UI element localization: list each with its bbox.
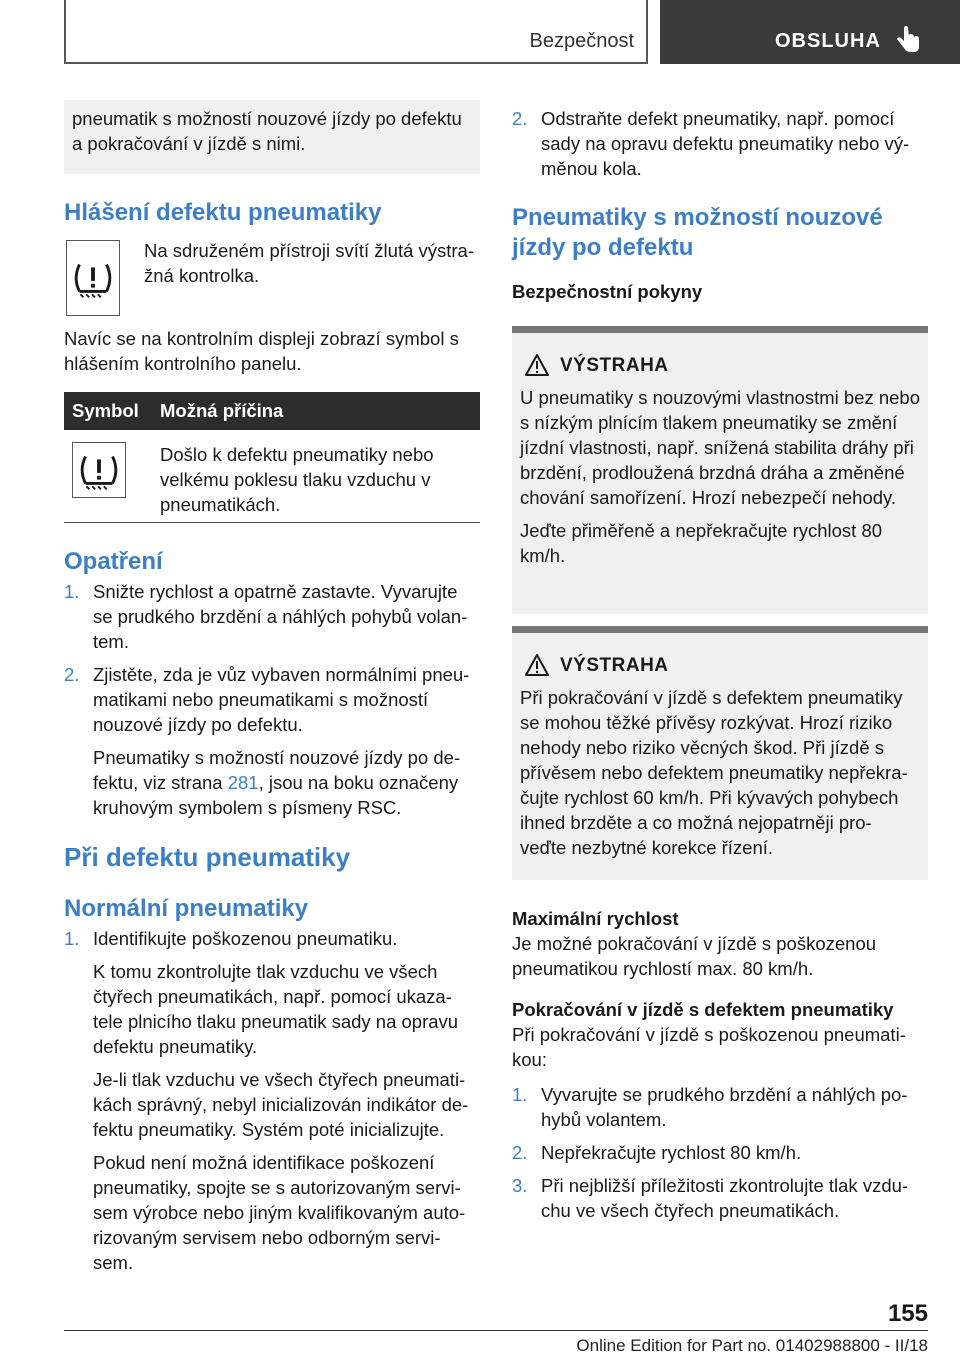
heading-normal-tires: Normální pneumatiky — [64, 895, 309, 922]
indicator-text: Na sdruženém přístroji svítí žlutá výstra- žná kontrolka. — [144, 240, 475, 286]
tire-pressure-warning-icon — [66, 240, 120, 316]
warning-box-2 — [512, 626, 928, 880]
warning-2-text: Při pokračování v jízdě s defektem pneumatiky se mohou těžké přívěsy rozkývat. Hrozí riziko nehody nebo riziko věcných škod. Při jízdě s přívěsem nebo defektem pneumatiky nepřekra- čujte rychlost 60 km/h. Při kývavých pohybech ihned brzděte a co možná nejopatrněji pro- veďte nezbytné korekce řízení. — [520, 687, 908, 858]
normal-list — [64, 926, 480, 951]
heading-on-defect: Při defektu pneumatiky — [64, 842, 351, 872]
warning-triangle-icon — [524, 353, 550, 377]
table-cause-text: Došlo k defektu pneumatiky nebo velkému poklesu tlaku vzduchu v pneumatikách. — [160, 444, 434, 515]
hand-pointer-icon — [895, 26, 921, 54]
section-title: Bezpečnost — [529, 30, 634, 52]
table-row — [64, 430, 480, 523]
warning-1-text: U pneumatiky s nouzovými vlastnostmi bez nebo s nízkým plnícím tlakem pneumatiky se změní jízdní vlastnosti, např. snížená stabilita dráhy při brzdění, prodloužená brzdná dráha a změněné chování samořízení. Hrozí nebezpečí nehody. — [520, 387, 920, 508]
footer-divider — [64, 1330, 928, 1331]
table-col-cause: Možná příčina — [160, 400, 284, 421]
rsc-note: Pneumatiky s možností nouzové jízdy po de- fektu, viz strana 281, jsou na boku označeny kruhovým symbolem s písmeny RSC. — [93, 747, 461, 818]
indicator-block — [64, 236, 480, 324]
list-item: 2. Nepřekračujte rychlost 80 km/h. — [512, 1142, 802, 1163]
measures-list — [64, 579, 480, 737]
heading-defect-message: Hlášení defektu pneumatiky — [64, 199, 382, 226]
max-speed-text: Je možné pokračování v jízdě s poškozenou pneumatikou rychlostí max. 80 km/h. — [512, 933, 877, 979]
left-column — [64, 100, 480, 1275]
warning-triangle-icon — [524, 653, 550, 677]
continue-text: Při pokračování v jízdě s poškozenou pneumati- kou: — [512, 1024, 906, 1070]
chapter-title: OBSLUHA — [775, 30, 881, 52]
continue-list — [512, 1082, 928, 1223]
normal-para-1: K tomu zkontrolujte tlak vzduchu ve všech čtyřech pneumatikách, např. pomocí ukaza- tele plnicího tlaku pneumatik sady na opravu defektu pneumatiky. — [93, 961, 459, 1057]
edition-text: Online Edition for Part no. 01402988800 - II/18 — [576, 1336, 928, 1355]
display-text: Navíc se na kontrolním displeji zobrazí symbol s hlášením kontrolního panelu. — [64, 328, 459, 374]
continued-note — [64, 100, 480, 174]
list-item: 2. Odstraňte defekt pneumatiky, např. pomocí sady na opravu defektu pneumatiky nebo vý- měnou kola. — [512, 108, 910, 179]
list-item: 2. Zjistěte, zda je vůz vybaven normálními pneu- matikami nebo pneumatikami s možností nouzové jízdy po defektu. — [64, 664, 470, 735]
list-item: 3. Při nejbližší příležitosti zkontrolujte tlak vzdu- chu ve všech čtyřech pneumatikách. — [512, 1175, 909, 1221]
list-item: 1. Snižte rychlost a opatrně zastavte. Vyvarujte se prudkého brzdění a náhlých pohybů volan- tem. — [64, 581, 468, 652]
table-header — [64, 392, 480, 430]
max-speed-heading: Maximální rychlost — [512, 908, 679, 929]
continued-note-text: pneumatik s možností nouzové jízdy po defektu a pokračování v jízdě s nimi. — [72, 108, 462, 154]
list-item: 1. Identifikujte poškozenou pneumatiku. — [64, 928, 398, 949]
warning-1-advice: Jeďte přiměřeně a nepřekračujte rychlost 80 km/h. — [520, 520, 883, 566]
table-col-symbol: Symbol — [72, 400, 139, 421]
right-column — [512, 100, 928, 1223]
warning-title-1: VÝSTRAHA — [560, 355, 669, 376]
warning-box-1 — [512, 326, 928, 614]
normal-para-3: Pokud není možná identifikace poškození pneumatiky, spojte se s autorizovaným servi- sem výrobce nebo jiným kvalifikovaným auto- rizovaným servisem nebo odborným servi- sem. — [93, 1152, 466, 1273]
continue-heading: Pokračování v jízdě s defektem pneumatiky — [512, 999, 894, 1020]
heading-measures: Opatření — [64, 548, 163, 575]
tire-pressure-warning-icon — [72, 442, 126, 498]
page-link-281[interactable]: 281 — [227, 772, 259, 793]
page-number: 155 — [887, 1300, 928, 1327]
heading-rsc-tires: Pneumatiky s možností nouzové jízdy po defektu — [512, 204, 883, 261]
safety-subheading: Bezpečnostní pokyny — [512, 281, 703, 302]
warning-title-2: VÝSTRAHA — [560, 655, 669, 676]
normal-para-2: Je-li tlak vzduchu ve všech čtyřech pneumati- kách správný, nebyl inicializován indikátor de- fektu pneumatiky. Systém poté inicializujte. — [93, 1069, 469, 1140]
list-item: 1. Vyvarujte se prudkého brzdění a náhlých po- hybů volantem. — [512, 1084, 908, 1130]
normal-list-continued — [512, 106, 928, 181]
